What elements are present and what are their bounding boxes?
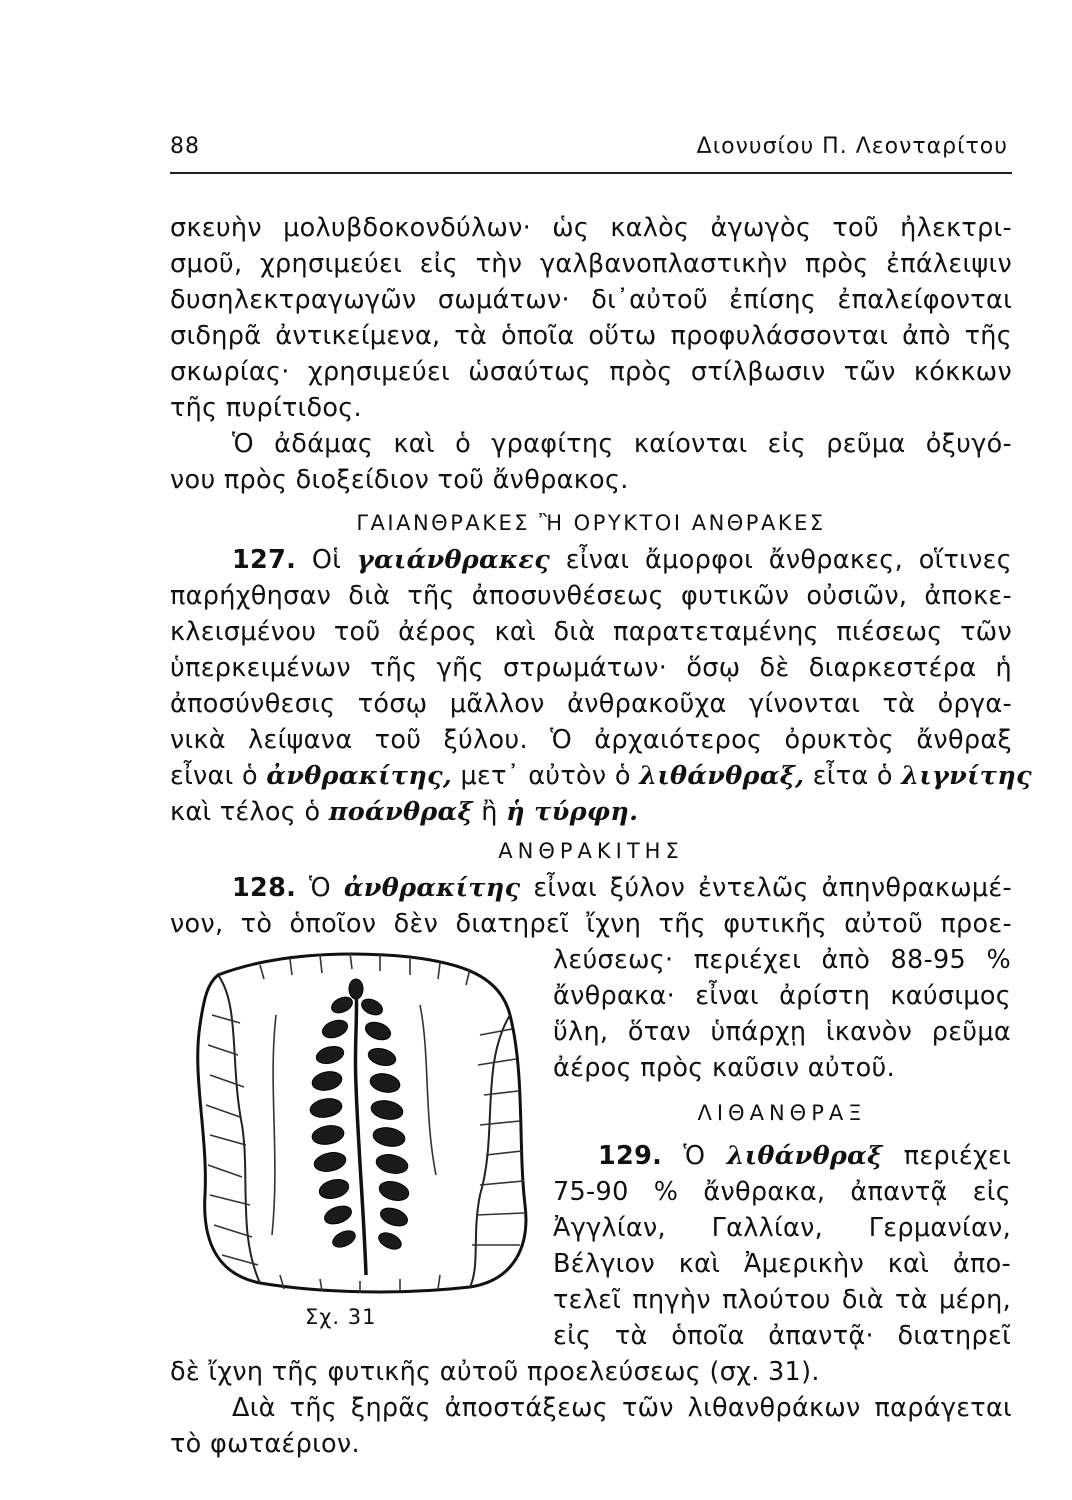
- text-line: νικὰ λείψανα τοῦ ξύλου. Ὁ ἀρχαιότερος ὀρυκτὸς ἄνθραξ: [170, 725, 1012, 755]
- term: γαιάνθρακες: [356, 545, 551, 575]
- text-fragment: περιέχει: [903, 1141, 1012, 1171]
- text-line: σιδηρᾶ ἀντικείμενα, τὰ ὁποῖα οὕτω προφυλάσσονται ἀπὸ τῆς: [170, 321, 1012, 351]
- text-line: παρήχθησαν διὰ τῆς ἀποσυνθέσεως φυτικῶν οὐσιῶν, ἀποκε-: [170, 581, 1012, 611]
- text-fragment: μετ᾽ αὐτὸν ὁ: [460, 761, 631, 791]
- text-line: [170, 760, 1032, 792]
- text-line: Ἀγγλίαν, Γαλλίαν, Γερμανίαν,: [553, 1213, 1011, 1243]
- text-line: δυσηλεκτραγωγῶν σωμάτων· δι᾽αὐτοῦ ἐπίσης ἐπαλείφονται: [170, 285, 1012, 315]
- text-line: ἄνθρακα· εἶναι ἀρίστη καύσιμος: [553, 981, 1011, 1011]
- text-line: ἀέρος πρὸς καῦσιν αὐτοῦ.: [553, 1053, 895, 1083]
- term: ἀνθρακίτης,: [266, 761, 453, 791]
- term: ἡ τύρφη.: [506, 797, 639, 827]
- text-line: σμοῦ, χρησιμεύει εἰς τὴν γαλβανοπλαστικὴν πρὸς ἐπάλειψιν: [170, 249, 1012, 279]
- section-128-first-line: [232, 872, 1012, 904]
- fern-fossil-figure: [180, 945, 540, 1345]
- text-line: σκευὴν μολυβδοκονδύλων· ὡς καλὸς ἀγωγὸς τοῦ ἠλεκτρι-: [170, 213, 1012, 243]
- running-header: [170, 130, 1010, 170]
- text-line: ἀποσύνθεσις τόσῳ μᾶλλον ἀνθρακοῦχα γίνονται τὰ ὀργα-: [170, 689, 1012, 719]
- term: λιθάνθραξ,: [639, 761, 805, 791]
- header-rule: [170, 172, 1012, 174]
- text-fragment: καὶ τέλος ὁ: [170, 797, 321, 827]
- page-number: 88: [170, 134, 200, 159]
- term: λιθάνθραξ: [726, 1141, 883, 1171]
- text-line: λεύσεως· περιέχει ἀπὸ 88-95 %: [553, 945, 1011, 975]
- text-fragment: εἶναι ξύλον ἐντελῶς ἀπηνθρακωμέ-: [533, 873, 1013, 903]
- running-title: Διονυσίου Π. Λεονταρίτου: [696, 134, 1008, 159]
- term: ἀνθρακίτης: [343, 873, 521, 903]
- text-fragment: εἶτα ὁ: [812, 761, 893, 791]
- text-fragment: εἶναι ἄμορφοι ἄνθρακες, οἵτινες: [565, 545, 1013, 575]
- section-heading-coal: ΓΑΙΑΝΘΡΑΚΕΣ Ἢ ΟΡΥΚΤΟΙ ΑΝΘΡΑΚΕΣ: [356, 511, 826, 535]
- section-129-first-line: [598, 1140, 1011, 1172]
- text-line: Ὁ ἀδάμας καὶ ὁ γραφίτης καίονται εἰς ρεῦμα ὀξυγό-: [232, 429, 1012, 459]
- section-heading-coal-stone: ΛΙΘΑΝΘΡΑΞ: [697, 1101, 867, 1125]
- text-line: Βέλγιον καὶ Ἀμερικὴν καὶ ἀπο-: [553, 1249, 1011, 1279]
- section-number: 127.: [232, 545, 297, 575]
- term: ποάνθραξ: [328, 797, 473, 827]
- section-number: 129.: [598, 1141, 663, 1171]
- text-line: κλεισμένου τοῦ ἀέρος καὶ διὰ παρατεταμένης πιέσεως τῶν: [170, 617, 1012, 647]
- section-heading-anthracite: ΑΝΘΡΑΚΙΤΗΣ: [498, 839, 684, 863]
- text-fragment: εἶναι ὁ: [170, 761, 258, 791]
- text-fragment: Ὁ: [683, 1141, 706, 1171]
- section-number: 128.: [232, 873, 297, 903]
- text-fragment: Ὁ: [309, 873, 331, 903]
- text-line: σκωρίας· χρησιμεύει ὡσαύτως πρὸς στίλβωσιν τῶν κόκκων: [170, 357, 1012, 387]
- text-line: νου πρὸς διοξείδιον τοῦ ἄνθρακος.: [170, 465, 629, 495]
- text-line: τὸ φωταέριον.: [170, 1429, 360, 1459]
- text-line: τελεῖ πηγὴν πλούτου διὰ τὰ μέρη,: [553, 1285, 1011, 1315]
- text-line: εἰς τὰ ὁποῖα ἀπαντᾷ· διατηρεῖ: [553, 1321, 1011, 1351]
- text-line: νον, τὸ ὁποῖον δὲν διατηρεῖ ἴχνη τῆς φυτικῆς αὐτοῦ προε-: [170, 909, 1012, 939]
- fern-fossil-icon: [180, 945, 540, 1305]
- text-line: ὕλη, ὅταν ὑπάρχῃ ἱκανὸν ρεῦμα: [553, 1017, 1011, 1047]
- text-line: τῆς πυρίτιδος.: [170, 393, 362, 423]
- text-line: ὑπερκειμένων τῆς γῆς στρωμάτων· ὅσῳ δὲ διαρκεστέρα ἡ: [170, 653, 1012, 683]
- text-fragment: ἢ: [481, 797, 498, 827]
- figure-caption: Σχ. 31: [305, 1305, 377, 1329]
- text-line: 75-90 % ἄνθρακα, ἀπαντᾷ εἰς: [553, 1177, 1011, 1207]
- text-fragment: Οἱ: [311, 545, 342, 575]
- section-127-first-line: [232, 544, 1012, 576]
- term: λιγνίτης: [901, 761, 1032, 791]
- text-line: [170, 796, 638, 828]
- text-line: δὲ ἴχνη τῆς φυτικῆς αὐτοῦ προελεύσεως (σχ. 31).: [170, 1357, 820, 1387]
- text-line: Διὰ τῆς ξηρᾶς ἀποστάξεως τῶν λιθανθράκων παράγεται: [232, 1393, 1012, 1423]
